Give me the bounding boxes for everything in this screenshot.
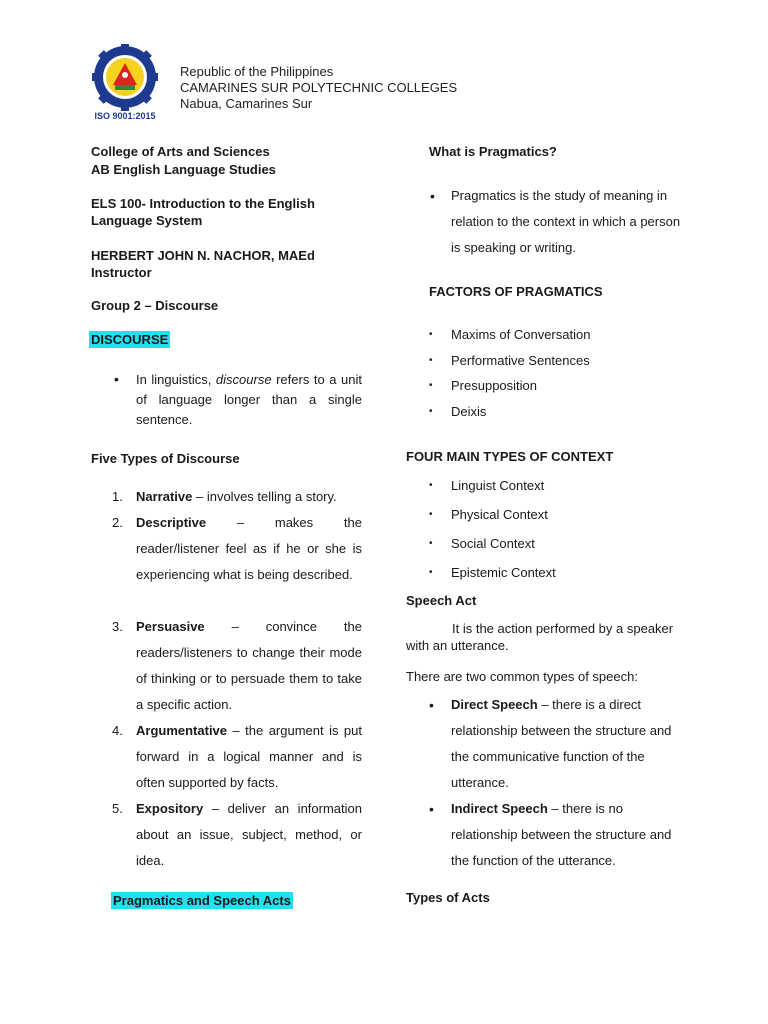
speech-act-heading: Speech Act bbox=[406, 593, 477, 608]
factor-label: Deixis bbox=[451, 403, 487, 419]
bullet-icon: • bbox=[429, 354, 433, 366]
type-desc: – makes the reader/listener feel as if he or she is experiencing what is being described. bbox=[136, 515, 362, 582]
college-department: College of Arts and Sciences bbox=[91, 144, 270, 159]
pragmatics-speech-acts-heading: Pragmatics and Speech Acts bbox=[113, 893, 291, 908]
bullet-icon: • bbox=[429, 567, 433, 578]
course-line-2: Language System bbox=[91, 213, 203, 228]
list-item bbox=[112, 484, 362, 510]
discourse-definition bbox=[136, 370, 362, 430]
bullet-icon: • bbox=[429, 480, 433, 491]
bullet-dot: • bbox=[114, 371, 119, 387]
list-item bbox=[429, 558, 689, 587]
list-item bbox=[429, 399, 689, 425]
type-desc: – the argument is put forward in a logical manner and is often supported by facts. bbox=[136, 723, 362, 790]
type-term: Expository bbox=[136, 801, 204, 816]
list-item bbox=[429, 692, 679, 796]
bullet-dot: • bbox=[430, 188, 435, 204]
factor-label: Presupposition bbox=[451, 378, 537, 393]
context-label: Epistemic Context bbox=[451, 565, 556, 580]
context-list bbox=[429, 471, 689, 587]
bullet-icon: • bbox=[429, 405, 433, 417]
list-item bbox=[429, 348, 689, 374]
context-label: Social Context bbox=[451, 536, 535, 551]
list-number: 3. bbox=[112, 619, 123, 634]
context-label: Linguist Context bbox=[451, 478, 545, 493]
type-term: Narrative bbox=[136, 489, 193, 504]
type-desc: – involves telling a story. bbox=[192, 489, 337, 504]
instructor-role: Instructor bbox=[91, 265, 152, 280]
discourse-types-list bbox=[112, 484, 362, 874]
what-is-pragmatics-heading: What is Pragmatics? bbox=[429, 144, 557, 159]
pragmatics-definition: Pragmatics is the study of meaning in relation to the context in which a person is speaking or writing. bbox=[451, 188, 681, 255]
context-heading: FOUR MAIN TYPES OF CONTEXT bbox=[406, 449, 614, 464]
list-item bbox=[112, 796, 362, 874]
bullet-icon: • bbox=[429, 509, 433, 520]
list-number: 5. bbox=[112, 801, 123, 816]
list-item bbox=[429, 529, 689, 558]
speech-type-term: Direct Speech bbox=[451, 697, 538, 712]
header-republic: Republic of the Philippines bbox=[180, 64, 334, 79]
list-number: 4. bbox=[112, 723, 123, 738]
course-line-1: ELS 100- Introduction to the English bbox=[91, 196, 315, 211]
list-item bbox=[429, 471, 689, 500]
list-number: 2. bbox=[112, 515, 123, 530]
instructor-name: HERBERT JOHN N. NACHOR, MAEd bbox=[91, 248, 315, 263]
types-of-acts-heading: Types of Acts bbox=[406, 890, 490, 905]
type-term: Argumentative bbox=[136, 723, 228, 738]
speech-type-term: Indirect Speech bbox=[451, 801, 548, 816]
bullet-icon: • bbox=[429, 538, 433, 549]
discourse-heading: DISCOURSE bbox=[91, 332, 169, 347]
context-label: Physical Context bbox=[451, 507, 548, 522]
factor-label: Performative Sentences bbox=[451, 352, 590, 368]
type-desc: – convince the readers/listeners to change their mode of thinking or to persuade them to take a specific action. bbox=[136, 619, 362, 712]
list-number: 1. bbox=[112, 489, 123, 504]
discourse-def-pre: In linguistics, bbox=[136, 372, 216, 387]
five-types-heading: Five Types of Discourse bbox=[91, 451, 240, 466]
type-term: Persuasive bbox=[136, 619, 205, 634]
discourse-def-post: refers to a unit of language longer than a single sentence. bbox=[136, 372, 362, 427]
bullet-icon: • bbox=[429, 697, 434, 713]
program-name: AB English Language Studies bbox=[91, 162, 276, 177]
list-item bbox=[429, 322, 689, 348]
discourse-def-em: discourse bbox=[215, 372, 272, 387]
speech-types-list bbox=[429, 692, 679, 874]
bullet-icon: • bbox=[429, 801, 434, 817]
type-desc: – deliver an information about an issue, subject, method, or idea. bbox=[136, 801, 362, 868]
logo-iso-text: ISO 9001:2015 bbox=[94, 111, 156, 121]
factors-heading: FACTORS OF PRAGMATICS bbox=[429, 284, 603, 299]
bullet-icon: • bbox=[429, 380, 433, 391]
factors-list bbox=[429, 322, 689, 424]
college-logo bbox=[92, 44, 158, 122]
list-item bbox=[429, 500, 689, 529]
type-term: Descriptive bbox=[136, 515, 207, 530]
speech-act-definition: It is the action performed by a speaker with an utterance. bbox=[406, 621, 674, 653]
bullet-icon: • bbox=[429, 329, 433, 340]
speech-type-desc: – there is no relationship between the structure and the function of the utterance. bbox=[451, 801, 672, 868]
list-item bbox=[112, 510, 362, 614]
group-title: Group 2 – Discourse bbox=[91, 298, 219, 313]
list-item bbox=[112, 718, 362, 796]
speech-type-desc: – there is a direct relationship between the structure and the communicative function of the utterance. bbox=[451, 697, 672, 790]
header-location: Nabua, Camarines Sur bbox=[180, 96, 313, 111]
list-item bbox=[429, 796, 679, 874]
list-item bbox=[429, 373, 689, 399]
two-types-intro: There are two common types of speech: bbox=[406, 669, 638, 684]
list-item bbox=[112, 614, 362, 718]
factor-label: Maxims of Conversation bbox=[451, 327, 591, 342]
header-college-name: CAMARINES SUR POLYTECHNIC COLLEGES bbox=[180, 80, 458, 95]
